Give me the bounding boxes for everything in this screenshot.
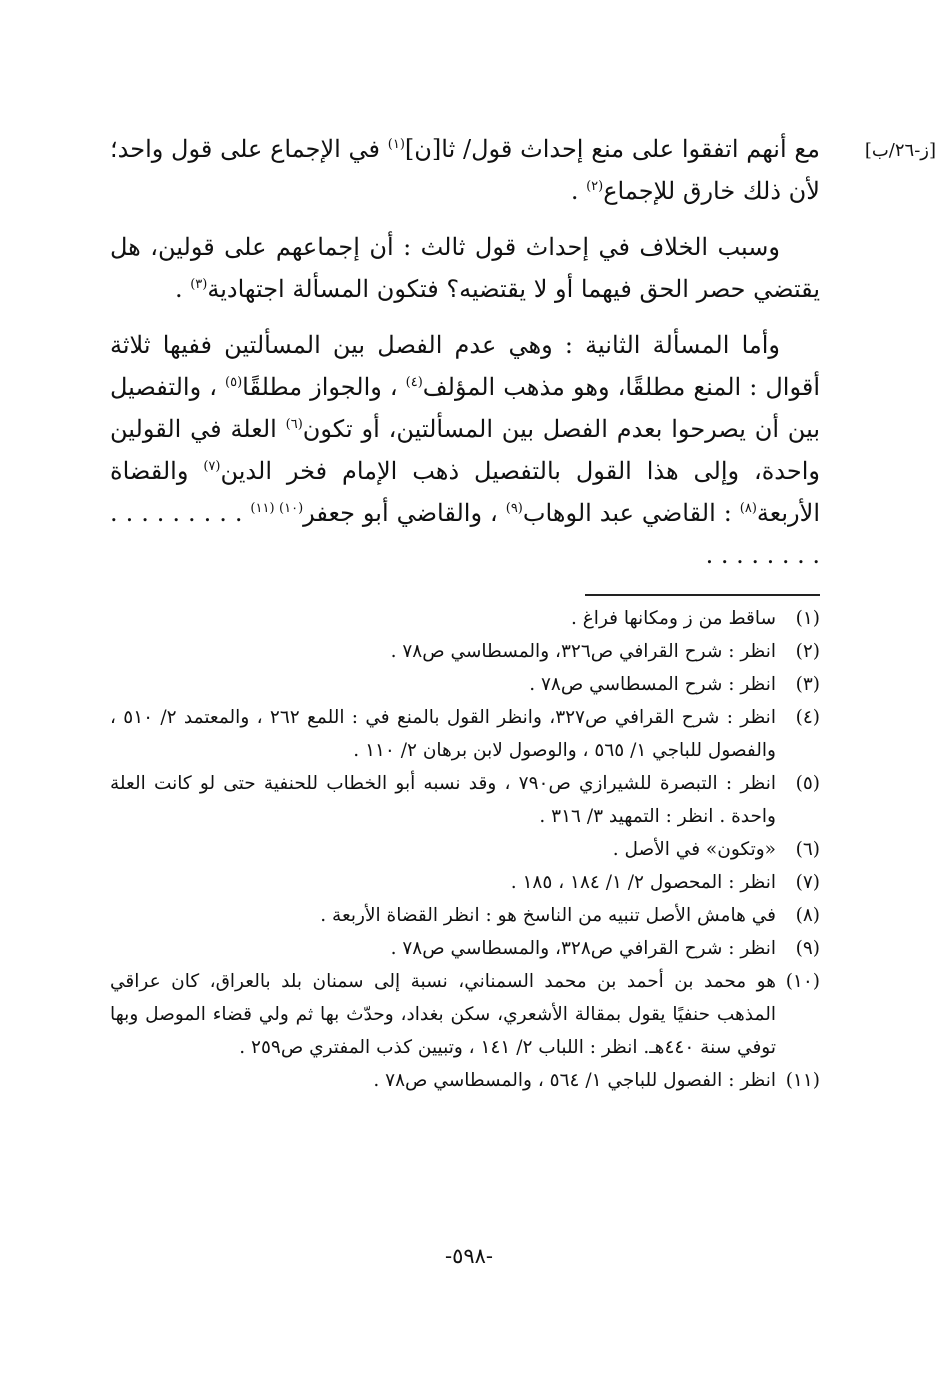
footnote-text: هو محمد بن أحمد بن محمد السمناني، نسبة إلى سمنان بلد بالعراق، كان عراقي المذهب حنفيًا يقول بمقالة الأشعري، سكن بغداد، وحدّث بها ثم ولي قضاء الموصل وبها توفي سنة ٤٤٠هـ. انظر : اللباب ٢/ ١٤١ ، وتبيين كذب المفتري ص٢٥٩ . <box>110 971 776 1058</box>
footnote-number: (٨) <box>795 905 820 926</box>
footnote-text: انظر : التبصرة للشيرازي ص٧٩٠ ، وقد نسبه أبو الخطاب للحنفية حتى لو كانت العلة واحدة . انظر : التمهيد ٣/ ٣١٦ . <box>110 773 776 827</box>
text-run: ، والقاضي أبو جعفر <box>303 499 506 527</box>
page-number: -٥٩٨- <box>444 1244 494 1268</box>
text-run: : القاضي عبد الوهاب <box>522 499 740 527</box>
footnote-ref: (٧) <box>203 459 221 474</box>
footnote <box>110 1064 820 1097</box>
footnote-separator <box>585 594 820 596</box>
footnote-ref: (١) <box>387 137 405 152</box>
footnote-number: (٣) <box>795 674 820 695</box>
footnote-text: انظر : شرح القرافي ص٣٢٨، والمسطاسي ص٧٨ . <box>390 938 776 959</box>
page-body <box>110 128 820 1097</box>
footnote <box>110 932 820 965</box>
text-run: وأما المسألة الثانية : وهي عدم الفصل بين المسألتين ففيها ثلاثة أقوال : المنع مطلقًا، وهو مذهب المؤلف <box>110 331 821 401</box>
footnote <box>110 668 820 701</box>
footnote <box>110 635 820 668</box>
footnote-ref: (٨) <box>739 501 757 516</box>
footnote <box>110 965 820 1064</box>
margin-reference: [ز-٢٦/ب] <box>864 140 936 161</box>
footnote-number: (١١) <box>785 1070 820 1091</box>
footnote-ref: (٤) <box>405 375 423 390</box>
text-run: والقضاة الأربعة <box>110 457 820 527</box>
footnote-number: (١) <box>795 608 820 629</box>
footnote-text: انظر : شرح القرافي ص٣٢٦، والمسطاسي ص٧٨ . <box>390 641 776 662</box>
footnote-ref: (٦) <box>285 417 303 432</box>
paragraph <box>110 324 820 576</box>
footnote-number: (٦) <box>795 839 820 860</box>
text-run: العلة في القولين واحدة، وإلى هذا القول بالتفصيل ذهب الإمام فخر الدين <box>110 415 820 485</box>
footnote <box>110 602 820 635</box>
paragraph <box>110 226 820 310</box>
footnote-number: (٤) <box>795 707 820 728</box>
footnote-number: (٢) <box>795 641 820 662</box>
text-run: ، والتفصيل بين أن يصرحوا بعدم الفصل بين المسألتين، أو تكون <box>110 373 820 443</box>
paragraph-gap <box>110 310 820 324</box>
footnote-number: (٩) <box>795 938 820 959</box>
footnote-number: (٥) <box>795 773 820 794</box>
footnote-ref: (٣) <box>190 277 208 292</box>
main-text <box>110 128 820 576</box>
footnote-text: انظر : المحصول ٢/ ١/ ١٨٤ ، ١٨٥ . <box>510 872 776 893</box>
footnote-ref: (٥) <box>225 375 243 390</box>
footnote <box>110 899 820 932</box>
text-run: . . . . . . . . . . . . . . . . . <box>110 499 820 569</box>
text-run: مع أنهم اتفقوا على منع إحداث قول/ ثا[ن] <box>404 135 821 163</box>
footnote-text: انظر : شرح القرافي ص٣٢٧، وانظر القول بالمنع في : اللمع ٢٦٢ ، والمعتمد ٢/ ٥١٠ ، والفصول للباجي ١/ ٥٦٥ ، والوصول لابن برهان ٢/ ١١٠ . <box>110 707 776 761</box>
footnote-ref: (١٠) (١١) <box>250 501 304 516</box>
footnote-number: (١٠) <box>785 971 820 992</box>
footnote <box>110 833 820 866</box>
footnote-text: انظر : الفصول للباجي ١/ ٥٦٤ ، والمسطاسي ص٧٨ . <box>373 1070 776 1091</box>
text-run: ، والجواز مطلقًا <box>242 373 406 401</box>
paragraph <box>110 128 820 212</box>
footnote-ref: (٩) <box>505 501 523 516</box>
text-run: . <box>570 177 587 205</box>
footnote <box>110 866 820 899</box>
footnote-number: (٧) <box>795 872 820 893</box>
footnote <box>110 767 820 833</box>
text-run: في الإجماع على قول واحد؛ لأن ذلك خارق للإجماع <box>110 135 820 205</box>
footnotes <box>110 602 820 1097</box>
footnote-text: ساقط من ز ومكانها فراغ . <box>571 608 776 629</box>
footnote-ref: (٢) <box>586 179 604 194</box>
footnote-text: في هامش الأصل تنبيه من الناسخ هو : انظر القضاة الأربعة . <box>320 905 776 926</box>
footnote <box>110 701 820 767</box>
footnote-text: انظر : شرح المسطاسي ص٧٨ . <box>529 674 776 695</box>
footnote-text: «وتكون» في الأصل . <box>612 839 776 860</box>
paragraph-gap <box>110 212 820 226</box>
text-run: . <box>174 275 191 303</box>
text-run: وسبب الخلاف في إحداث قول ثالث : أن إجماعهم على قولين، هل يقتضي حصر الحق فيهما أو لا يقتضيه؟ فتكون المسألة اجتهادية <box>110 233 820 303</box>
